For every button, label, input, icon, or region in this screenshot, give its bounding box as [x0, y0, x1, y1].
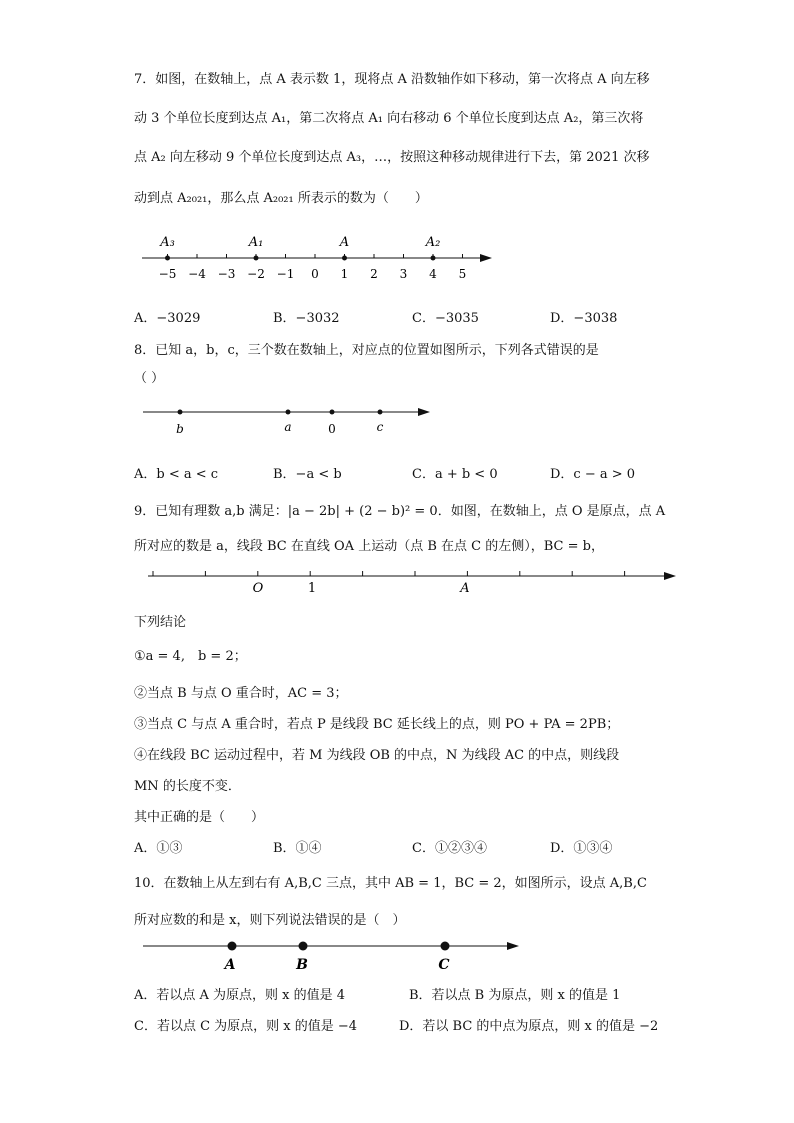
q7-option-a[interactable]: A．−3029 [134, 311, 201, 326]
q9-option-c[interactable]: C．①②③④ [412, 841, 487, 856]
q7-tick-label: −4 [188, 267, 206, 281]
q8-label-zero: 0 [328, 422, 336, 436]
q8-option-d[interactable]: D．c − a > 0 [550, 467, 636, 482]
q9-label-one: 1 [307, 581, 317, 596]
q7-tick-label: 3 [399, 267, 408, 281]
q10-point-c [441, 942, 450, 951]
q10-option-c[interactable]: C．若以点 C 为原点，则 x 的值是 −4 [134, 1019, 358, 1034]
q7-line-4: 动到点 A₂₀₂₁，那么点 A₂₀₂₁ 所表示的数为（ ） [134, 191, 428, 206]
q7-point-label: A₃ [160, 235, 175, 250]
q9-option-a[interactable]: A．①③ [134, 841, 183, 856]
q7-option-b[interactable]: B．−3032 [273, 311, 340, 326]
q7-tick-label: 4 [429, 267, 437, 281]
q9-item-1: ①a = 4, b = 2； [134, 649, 247, 664]
q8-label-a: a [284, 420, 292, 434]
q7-point [342, 256, 347, 261]
q8-option-a[interactable]: A．b < a < c [134, 467, 219, 482]
q8-point-c [378, 410, 383, 415]
q8-line-2: （ ） [134, 371, 165, 386]
q7-tick-label: −2 [247, 267, 265, 281]
q9-line-1: 9．已知有理数 a,b 满足：|a − 2b| + (2 − b)² = 0．如图，在数轴上，点 O 是原点，点 A [134, 504, 666, 519]
q8-label-c: c [376, 420, 384, 434]
q9-line-2: 所对应的数是 a，线段 BC 在直线 OA 上运动（点 B 在点 C 的左侧），BC = b， [134, 539, 604, 554]
q9-option-d[interactable]: D．①③④ [550, 841, 613, 856]
q8-point-a [286, 410, 291, 415]
q10-option-a[interactable]: A．若以点 A 为原点，则 x 的值是 4 [134, 988, 346, 1003]
q8-number-line [140, 402, 440, 438]
q10-point-b [299, 942, 308, 951]
q8-point-b [178, 410, 183, 415]
q7-option-c[interactable]: C．−3035 [412, 311, 479, 326]
q10-label-b: B [296, 957, 308, 973]
q7-line-3: 点 A₂ 向左移动 9 个单位长度到达点 A₃，…，按照这种移动规律进行下去，第 2021 次移 [134, 150, 650, 165]
q7-tick-label: 5 [458, 267, 467, 281]
q7-tick-label: 1 [340, 267, 349, 281]
q9-conclusion-title: 下列结论 [134, 615, 187, 630]
q10-label-a: A [224, 957, 236, 973]
q7-point [165, 256, 170, 261]
q7-option-d[interactable]: D．−3038 [550, 311, 618, 326]
q8-line-1: 8．已知 a，b，c，三个数在数轴上，对应点的位置如图所示，下列各式错误的是 [134, 343, 599, 358]
q10-number-line [140, 936, 530, 976]
q7-point [431, 256, 436, 261]
q10-option-d[interactable]: D．若以 BC 的中点为原点，则 x 的值是 −2 [399, 1019, 659, 1034]
q8-point-zero [330, 410, 335, 415]
q7-point-label: A₂ [425, 235, 441, 250]
q9-item-3: ③当点 C 与点 A 重合时，若点 P 是线段 BC 延长线上的点，则 PO + PA = 2PB； [134, 717, 620, 732]
q7-line-2: 动 3 个单位长度到达点 A₁，第二次将点 A₁ 向右移动 6 个单位长度到达点 A₂，第三次将 [134, 111, 644, 126]
q9-ask: 其中正确的是（ ） [134, 810, 265, 825]
q8-option-b[interactable]: B．−a < b [273, 467, 342, 482]
q8-option-c[interactable]: C．a + b < 0 [412, 467, 498, 482]
q7-tick-label: −5 [158, 267, 177, 281]
q8-label-b: b [176, 422, 184, 436]
q7-tick-label: −1 [276, 267, 295, 281]
q9-option-b[interactable]: B．①④ [273, 841, 322, 856]
q9-label-a: A [460, 581, 470, 596]
q10-line-2: 所对应数的和是 x，则下列说法错误的是（ ） [134, 913, 406, 928]
q7-point-label: A [339, 235, 350, 250]
q7-tick-label: 2 [370, 267, 378, 281]
q9-item-4: ④在线段 BC 运动过程中，若 M 为线段 OB 的中点，N 为线段 AC 的中点，则线段 [134, 748, 620, 763]
q10-label-c: C [438, 957, 450, 973]
q9-label-o: O [252, 581, 264, 596]
q7-number-line [130, 228, 510, 286]
q7-tick-label: 0 [311, 267, 319, 281]
q7-tick-label: −3 [217, 267, 236, 281]
q7-point [254, 256, 259, 261]
q7-point-label: A₁ [248, 235, 264, 250]
q9-item-4-cont: MN 的长度不变． [134, 779, 241, 794]
q9-number-line [145, 566, 685, 598]
q10-line-1: 10．在数轴上从左到右有 A,B,C 三点，其中 AB = 1，BC = 2，如图所示，设点 A,B,C [134, 876, 647, 891]
q9-item-2: ②当点 B 与点 O 重合时，AC = 3； [134, 686, 348, 701]
q7-line-1: 7．如图，在数轴上，点 A 表示数 1，现将点 A 沿数轴作如下移动，第一次将点 A 向左移 [134, 72, 650, 87]
q10-point-a [228, 942, 237, 951]
q10-option-b[interactable]: B．若以点 B 为原点，则 x 的值是 1 [409, 988, 621, 1003]
